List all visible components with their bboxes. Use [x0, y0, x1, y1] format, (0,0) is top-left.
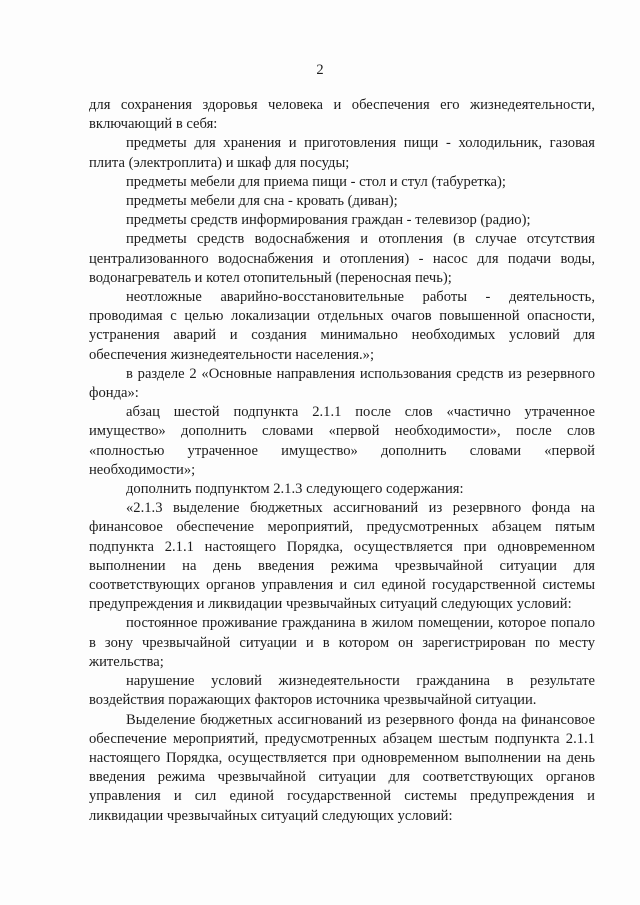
paragraph: предметы для хранения и приготовления пищи - холодильник, газовая плита (электроплита) и шкаф для посуды; — [89, 135, 595, 171]
paragraph: предметы мебели для сна - кровать (диван); — [126, 193, 398, 210]
paragraph: для сохранения здоровья человека и обеспечения его жизнедеятельности, включающий в себя: — [89, 97, 595, 133]
paragraph: постоянное проживание гражданина в жилом помещении, которое попало в зону чрезвычайной ситуации и в котором он зарегистрирован по месту жительства; — [89, 615, 595, 670]
paragraph: «2.1.3 выделение бюджетных ассигнований из резервного фонда на финансовое обеспечение мероприятий, предусмотренных абзацем пятым подпункта 2.1.1 настоящего Порядка, осуществляется при одновременном выполнении на день введения режима чрезвычайной ситуации для соответствующих органов управления и сил единой государственной системы предупреждения и ликвидации чрезвычайных ситуаций следующих условий: — [89, 500, 595, 613]
paragraph: в разделе 2 «Основные направления использования средств из резервного фонда»: — [89, 365, 595, 402]
paragraph: дополнить подпунктом 2.1.3 следующего содержания: — [126, 481, 464, 498]
paragraph: неотложные аварийно-восстановительные работы - деятельность, проводимая с целью локализации отдельных очагов повышенной опасности, устранения аварий и создания минимально необходимых условий для обеспечения жизнедеятельности населения.»; — [89, 289, 595, 363]
paragraph: предметы мебели для приема пищи - стол и стул (табуретка); — [126, 173, 506, 190]
paragraph: Выделение бюджетных ассигнований из резервного фонда на финансовое обеспечение мероприятий, предусмотренных абзацем шестым подпункта 2.1.1 настоящего Порядка, осуществляется при одновременном выполнении на день введения режима чрезвычайной ситуации для соответствующих органов управления и сил единой государственной системы предупреждения и ликвидации чрезвычайных ситуаций следующих условий: — [89, 711, 595, 824]
paragraph: предметы средств информирования граждан - телевизор (радио); — [126, 212, 531, 229]
paragraph: абзац шестой подпункта 2.1.1 после слов «частично утраченное имущество» дополнить словами «первой необходимости», после слов «полностью утраченное имущество» дополнить словами «первой необходимости»; — [89, 404, 595, 478]
paragraph: предметы средств водоснабжения и отопления (в случае отсутствия централизованного водоснабжения и отопления) - насос для подачи воды, водонагреватель и котел отопительный (переносная печь); — [89, 231, 595, 286]
document-body — [89, 96, 595, 826]
page-number: 2 — [316, 62, 324, 78]
paragraph: нарушение условий жизнедеятельности гражданина в результате воздействия поражающих факторов источника чрезвычайной ситуации. — [89, 673, 595, 709]
